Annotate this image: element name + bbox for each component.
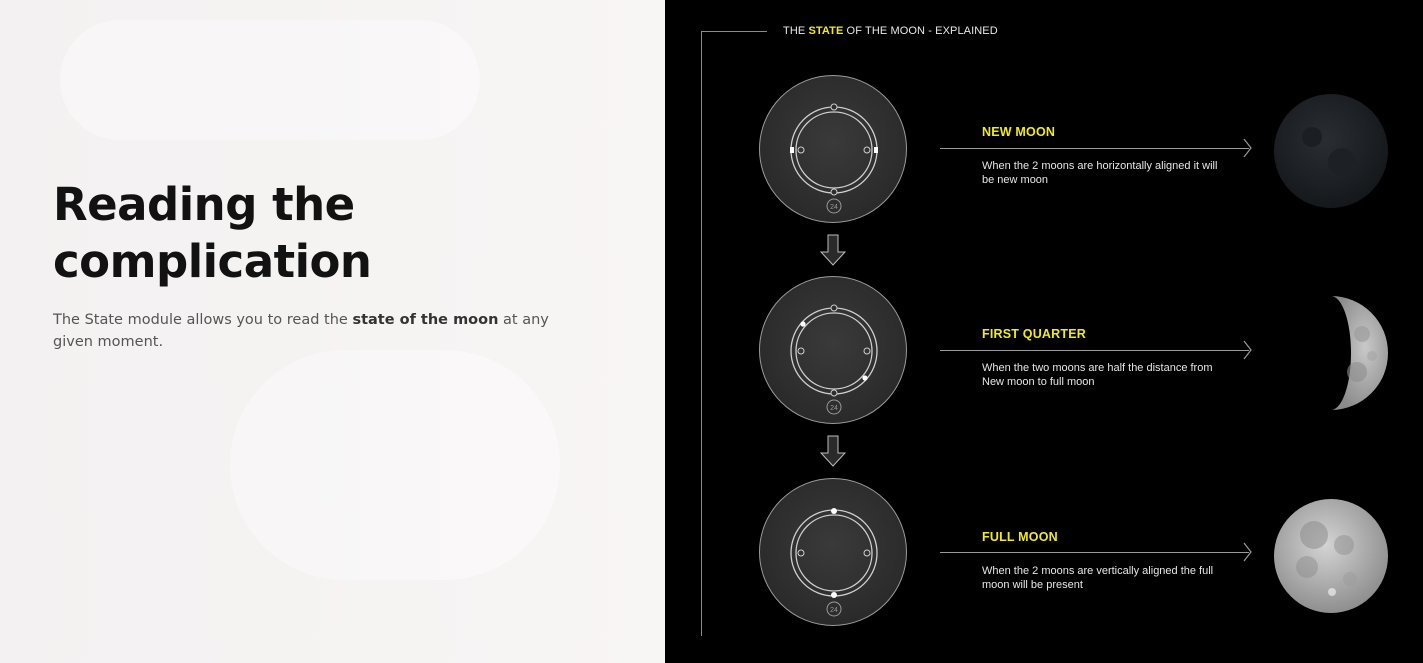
background-shape xyxy=(60,20,480,140)
description-text: The State module allows you to read the xyxy=(53,312,353,328)
first-quarter-moon-photo xyxy=(1272,294,1390,412)
phase-name-first-quarter: FIRST QUARTER xyxy=(982,327,1086,341)
watch-dial-first-quarter xyxy=(759,276,907,424)
bracket-line xyxy=(701,31,702,636)
infographic-title xyxy=(783,25,998,37)
description-bold: state of the moon xyxy=(352,312,499,328)
description-text-end: at any given moment. xyxy=(53,312,549,350)
dial-number: 24 xyxy=(830,405,838,412)
arrow-down-icon xyxy=(820,234,846,266)
phase-desc-full-moon: When the 2 moons are vertically aligned the full moon will be present xyxy=(982,565,1214,591)
dial-number: 24 xyxy=(830,204,838,211)
bracket-line xyxy=(701,31,767,32)
watch-dial-new-moon xyxy=(759,75,907,223)
phase-desc-new-moon: When the 2 moons are horizontally aligned it will be new moon xyxy=(982,160,1218,186)
phase-pointer-line xyxy=(940,350,1249,351)
arrow-down-icon xyxy=(820,435,846,467)
phase-pointer-line xyxy=(940,552,1249,553)
section-description xyxy=(53,309,553,353)
chevron-right-icon xyxy=(1243,340,1253,360)
phase-name-new-moon: NEW MOON xyxy=(982,125,1056,139)
new-moon-photo xyxy=(1272,92,1390,210)
chevron-right-icon xyxy=(1243,542,1253,562)
heading-line-2: complication xyxy=(53,235,372,288)
heading-line-1: Reading the xyxy=(53,178,355,231)
title-pre: THE xyxy=(783,25,809,37)
phase-name-full-moon: FULL MOON xyxy=(982,530,1058,544)
chevron-right-icon xyxy=(1243,138,1253,158)
phase-pointer-line xyxy=(940,148,1249,149)
full-moon-photo xyxy=(1272,497,1390,615)
section-heading xyxy=(53,176,371,290)
moon-state-infographic xyxy=(665,0,1423,663)
watch-dial-full-moon xyxy=(759,478,907,626)
phase-desc-first-quarter: When the two moons are half the distance from New moon to full moon xyxy=(982,362,1213,388)
title-highlight: STATE xyxy=(808,25,844,37)
dial-number: 24 xyxy=(830,607,838,614)
background-shape xyxy=(230,350,560,580)
title-post: OF THE MOON - EXPLAINED xyxy=(843,25,998,37)
intro-panel xyxy=(0,0,665,663)
